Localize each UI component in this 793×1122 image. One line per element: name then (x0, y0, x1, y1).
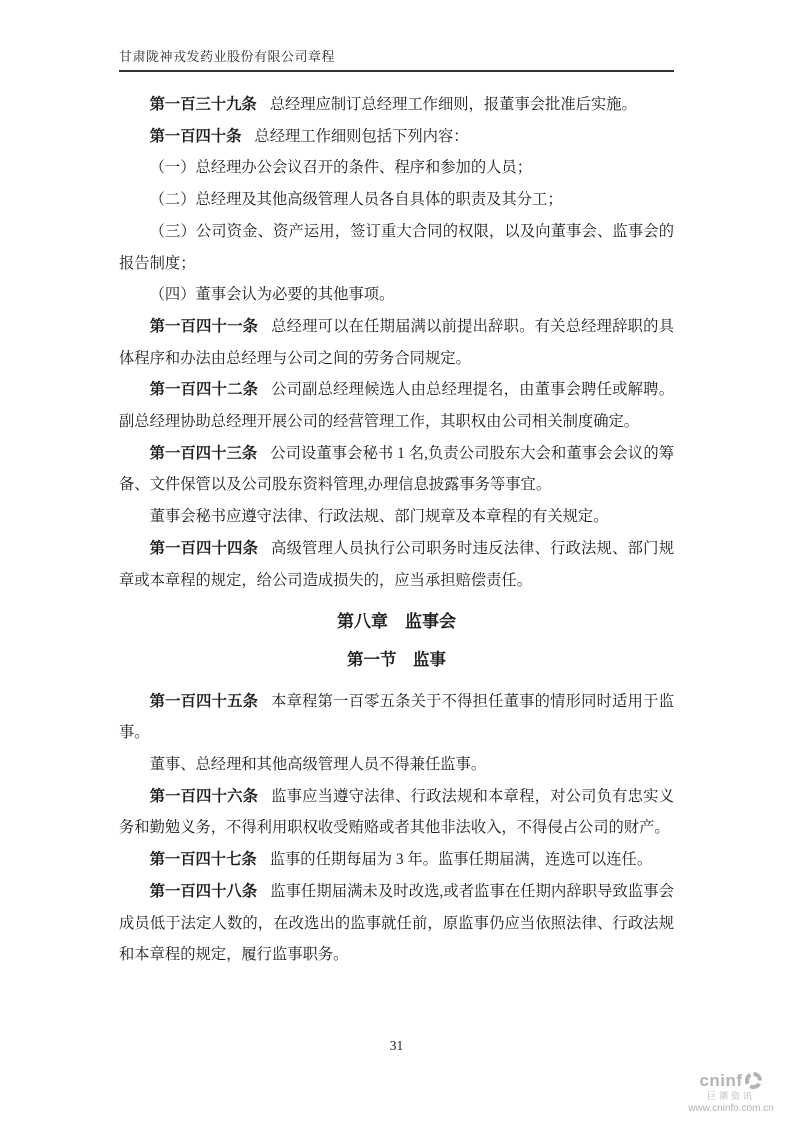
article-number: 第一百四十三条 (149, 444, 258, 462)
paragraph: （二）总经理及其他高级管理人员各自具体的职责及其分工； (149, 191, 563, 209)
cninfo-logo-text: cninf (699, 1070, 743, 1090)
article-text: 总经理应制订总经理工作细则，报董事会批准后实施。 (269, 96, 637, 113)
article-number: 第一百四十条 (149, 127, 242, 145)
article-text: 公司设董事会秘书 1 名,负责公司股东大会和董事会会议的筹备、文件保管以及公司股东资料管理,办理信息披露事务等事宜。 (119, 444, 674, 494)
paragraph (119, 876, 674, 971)
article-text: 高级管理人员执行公司职务时违反法律、行政法规、部门规章或本章程的规定，给公司造成损失的，应当承担赔偿责任。 (119, 539, 674, 589)
paragraph: （一）总经理办公会议召开的条件、程序和参加的人员； (149, 159, 533, 177)
article-text: 监事任期届满未及时改选,或者监事在任期内辞职导致监事会成员低于法定人数的，在改选出的监事就任前，原监事仍应当依照法律、行政法规和本章程的规定，履行监事职务。 (119, 882, 674, 964)
watermark-url: www.cninfo.com.cn (688, 1102, 774, 1114)
article-number: 第一百四十八条 (149, 882, 258, 900)
article-number: 第一百四十六条 (149, 787, 259, 805)
article-number: 第一百四十二条 (149, 381, 259, 399)
article-text: 监事应当遵守法律、行政法规和本章程，对公司负有忠实义务和勤勉义务，不得利用职权收受贿赂或者其他非法收入，不得侵占公司的财产。 (119, 787, 674, 837)
watermark-chinese-label: 巨潮资讯 (706, 1091, 755, 1102)
cninfo-swirl-icon (744, 1071, 763, 1090)
paragraph (119, 438, 674, 501)
document-body (119, 89, 674, 971)
paragraph (119, 311, 674, 374)
article-text: 总经理可以在任期届满以前提出辞职。有关总经理辞职的具体程序和办法由总经理与公司之间的劳务合同规定。 (119, 317, 674, 367)
paragraph (119, 89, 674, 121)
section-heading: 第一节 监事 (347, 649, 446, 669)
paragraph (119, 844, 674, 876)
paragraph (119, 686, 674, 749)
paragraph: （四）董事会认为必要的其他事项。 (149, 286, 395, 304)
article-text: 监事的任期每届为 3 年。监事任期届满，连选可以连任。 (269, 851, 653, 869)
article-text: 总经理工作细则包括下列内容： (254, 127, 469, 145)
paragraph (119, 121, 674, 153)
article-number: 第一百四十一条 (149, 317, 259, 335)
page-header (119, 46, 674, 72)
article-number: 第一百四十七条 (149, 851, 257, 869)
page-number: 31 (389, 1038, 404, 1053)
paragraph: 董事会秘书应遵守法律、行政法规、部门规章及本章程的有关规定。 (149, 508, 609, 526)
article-number: 第一百三十九条 (149, 96, 257, 113)
paragraph: 董事、总经理和其他高级管理人员不得兼任监事。 (149, 756, 487, 774)
article-text: 本章程第一百零五条关于不得担任董事的情形同时适用于监事。 (119, 692, 674, 742)
article-text: 公司副总经理候选人由总经理提名，由董事会聘任或解聘。副总经理协助总经理开展公司的经营管理工作，其职权由公司相关制度确定。 (119, 381, 674, 431)
article-number: 第一百四十五条 (149, 692, 259, 710)
paragraph (119, 781, 674, 844)
cninfo-logo (672, 1071, 790, 1091)
header-title: 甘肃陇神戎发药业股份有限公司章程 (119, 49, 336, 64)
paragraph (119, 533, 674, 596)
article-number: 第一百四十四条 (149, 539, 259, 557)
cninfo-watermark (672, 1071, 790, 1114)
chapter-heading: 第八章 监事会 (337, 612, 456, 632)
paragraph: （三）公司资金、资产运用，签订重大合同的权限，以及向董事会、监事会的报告制度； (119, 222, 674, 272)
paragraph (119, 374, 674, 437)
